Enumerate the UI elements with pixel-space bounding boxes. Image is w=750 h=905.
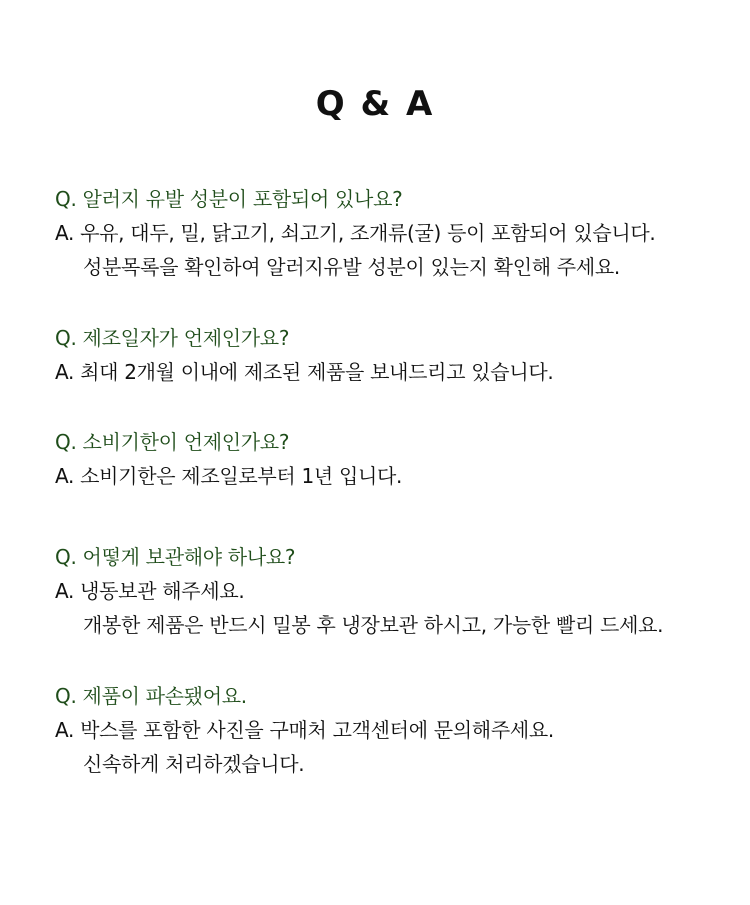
question-text: Q. 제품이 파손됐어요. [55, 684, 247, 708]
qa-item-expiry [55, 425, 735, 493]
answer-line: A. 냉동보관 해주세요. [55, 579, 245, 603]
answer-line: A. 최대 2개월 이내에 제조된 제품을 보내드리고 있습니다. [55, 360, 554, 384]
answer-block [55, 459, 735, 493]
answer-line: A. 소비기한은 제조일로부터 1년 입니다. [55, 464, 403, 488]
answer-line: 신속하게 처리하겠습니다. [83, 752, 305, 776]
question-text: Q. 소비기한이 언제인가요? [55, 430, 290, 454]
answer-line: 개봉한 제품은 반드시 밀봉 후 냉장보관 하시고, 가능한 빨리 드세요. [83, 613, 664, 637]
answer-line: A. 박스를 포함한 사진을 구매처 고객센터에 문의해주세요. [55, 718, 554, 742]
qa-item-manufacture-date [55, 321, 735, 389]
answer-block [55, 355, 735, 389]
qa-item-storage [55, 540, 735, 642]
qa-item-allergy [55, 182, 735, 284]
question-text: Q. 알러지 유발 성분이 포함되어 있나요? [55, 187, 403, 211]
question-text: Q. 제조일자가 언제인가요? [55, 326, 290, 350]
answer-block [55, 713, 735, 781]
answer-line: 성분목록을 확인하여 알러지유발 성분이 있는지 확인해 주세요. [83, 255, 620, 279]
question-text: Q. 어떻게 보관해야 하나요? [55, 545, 296, 569]
answer-block [55, 574, 735, 642]
answer-block [55, 216, 735, 284]
answer-line: A. 우유, 대두, 밀, 닭고기, 쇠고기, 조개류(굴) 등이 포함되어 있습니다. [55, 221, 656, 245]
page-title: Q & A [315, 84, 435, 124]
qa-item-damaged [55, 679, 735, 781]
